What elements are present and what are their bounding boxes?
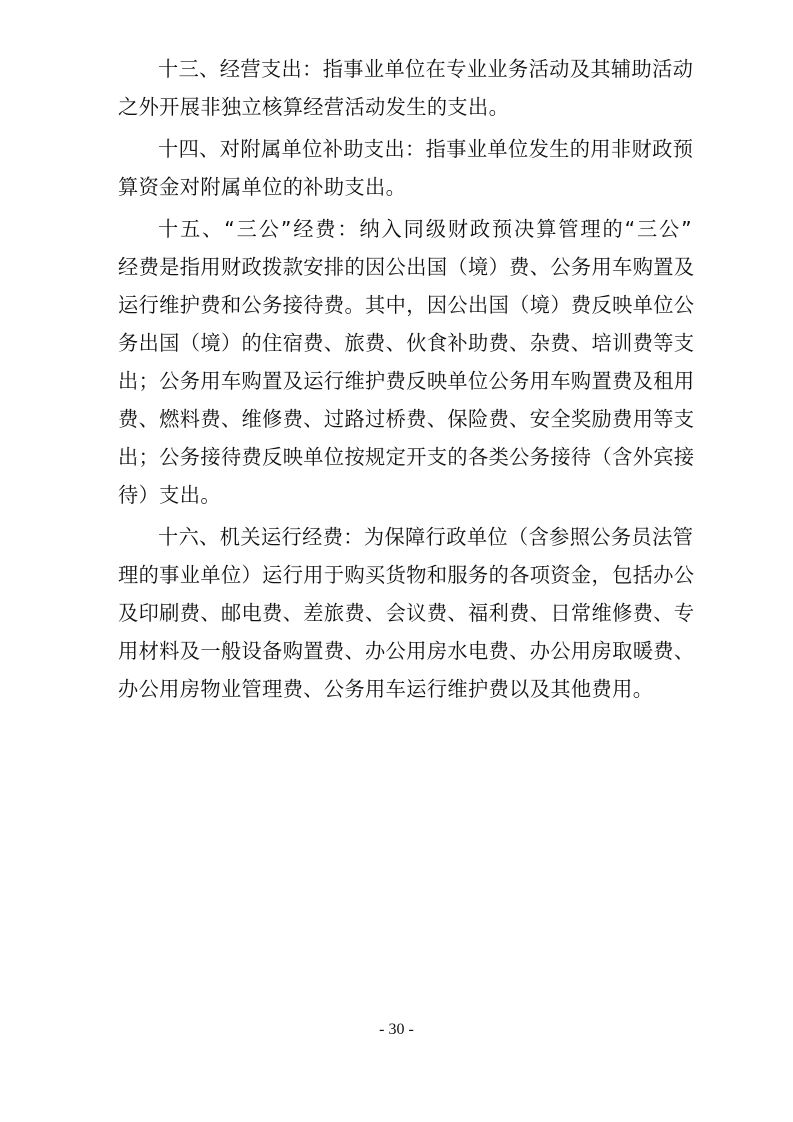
paragraph-line: 理的事业单位）运行用于购买货物和服务的各项资金，包括办公	[118, 563, 695, 587]
paragraph-item-15	[118, 210, 695, 514]
paragraph-line: 算资金对附属单位的补助支出。	[118, 175, 407, 199]
paragraph-line: 用材料及一般设备购置费、办公用房水电费、办公用房取暖费、	[118, 639, 695, 663]
paragraph-line: 费、燃料费、维修费、过路过桥费、保险费、安全奖励费用等支	[118, 407, 695, 431]
paragraph-line: 之外开展非独立核算经营活动发生的支出。	[118, 95, 510, 119]
page-number: - 30 -	[379, 1021, 414, 1038]
paragraph-line: 十五、“三公”经费：纳入同级财政预决算管理的“三公”	[158, 217, 692, 241]
document-body	[118, 50, 695, 712]
paragraph-line: 十四、对附属单位补助支出：指事业单位发生的用非财政预	[158, 137, 694, 161]
paragraph-item-16	[118, 518, 695, 708]
paragraph-line: 出；公务接待费反映单位按规定开支的各类公务接待（含外宾接	[118, 445, 695, 469]
paragraph-line: 务出国（境）的住宿费、旅费、伙食补助费、杂费、培训费等支	[118, 331, 695, 355]
paragraph-line: 办公用房物业管理费、公务用车运行维护费以及其他费用。	[118, 677, 654, 701]
paragraph-line: 经费是指用财政拨款安排的因公出国（境）费、公务用车购置及	[118, 255, 695, 279]
paragraph-item-14	[118, 130, 692, 206]
paragraph-line: 十六、机关运行经费：为保障行政单位（含参照公务员法管	[158, 525, 694, 549]
paragraph-line: 十三、经营支出：指事业单位在专业业务活动及其辅助活动	[158, 57, 694, 81]
paragraph-line: 出；公务用车购置及运行维护费反映单位公务用车购置费及租用	[118, 369, 695, 393]
paragraph-line: 及印刷费、邮电费、差旅费、会议费、福利费、日常维修费、专	[118, 601, 695, 625]
paragraph-line: 待）支出。	[118, 483, 221, 507]
paragraph-item-13	[118, 50, 692, 126]
paragraph-line: 运行维护费和公务接待费。其中，因公出国（境）费反映单位公	[118, 293, 695, 317]
